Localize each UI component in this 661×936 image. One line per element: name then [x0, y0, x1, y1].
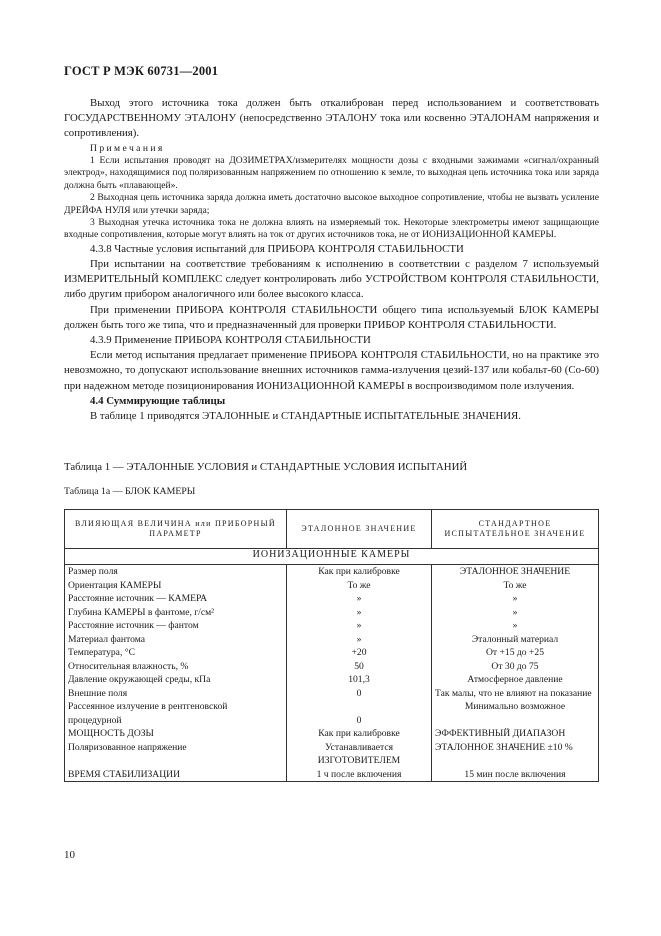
table-row: Температура, °С +20 От +15 до +25 [65, 646, 599, 660]
section-4-4: 4.4 Суммирующие таблицы [90, 394, 226, 407]
table-1-caption: Таблица 1 — ЭТАЛОННЫЕ УСЛОВИЯ и СТАНДАРТНЫЕ УСЛОВИЯ ИСПЫТАНИЙ [64, 461, 468, 473]
paragraph: При применении ПРИБОРА КОНТРОЛЯ СТАБИЛЬНОСТИ общего типа используемый БЛОК КАМЕРЫ должен быть того же типа, что и предназначенный для проверки ПРИБОР КОНТРОЛЯ СТАБИЛЬНОСТИ. [64, 303, 599, 331]
col-header-quantity: ВЛИЯЮЩАЯ ВЕЛИЧИНА или ПРИБОРНЫЙ ПАРАМЕТР [65, 510, 287, 549]
page-number: 10 [64, 849, 75, 861]
table-section-title: ИОНИЗАЦИОННЫЕ КАМЕРЫ [65, 549, 599, 565]
note-1: 1 Если испытания проводят на ДОЗИМЕТРАХ/измерителях мощности дозы с входными зажимами «сигнал/охранный электрод», находящимися под поляризованным напряжением по отношению к земле, то выходная цепь источника тока или заряда должна быть «плавающей». [64, 155, 599, 191]
note-3: 3 Выходная утечка источника тока не должна влиять на измеряемый ток. Некоторые электрометры имеют защищающие входные сопротивления, которые могут влиять на ток от других источников тока, не от ИОНИЗАЦИОННОЙ КАМЕРЫ. [64, 217, 599, 241]
notes-heading: Примечания [90, 142, 165, 154]
table-row: ВРЕМЯ СТАБИЛИЗАЦИИ 1 ч после включения 15 мин после включения [65, 768, 599, 782]
table-row: Расстояние источник — КАМЕРА » » [65, 592, 599, 606]
paragraph: Если метод испытания предлагает применение ПРИБОРА КОНТРОЛЯ СТАБИЛЬНОСТИ, но на практике это невозможно, то допускают использование внешних источников гамма-излучения цезий-137 или кобальт-60 (Со-60) при надежном методе позиционирования ИОНИЗАЦИОННОЙ КАМЕРЫ в воспроизводимом поле излучения. [64, 349, 599, 392]
table-row: Расстояние источник — фантом » » [65, 619, 599, 633]
table-row: Давление окружающей среды, кПа 101,3 Атмосферное давление [65, 673, 599, 687]
table-row: Ориентация КАМЕРЫ То же То же [65, 579, 599, 593]
note-2: 2 Выходная цепь источника заряда должна иметь достаточно высокое выходное сопротивление, чтобы не вызвать усиление ДРЕЙФА НУЛЯ или утечки заряда; [64, 192, 599, 216]
paragraph: Выход этого источника тока должен быть откалиброван перед использованием и соответствовать ГОСУДАРСТВЕННОМУ ЭТАЛОНУ (непосредственно ЭТАЛОНУ тока или косвенно ЭТАЛОНАМ напряжения и сопротивления). [64, 97, 599, 140]
table-row: Размер поля Как при калибровке ЭТАЛОННОЕ ЗНАЧЕНИЕ [65, 565, 599, 579]
col-header-reference: ЭТАЛОННОЕ ЗНАЧЕНИЕ [287, 510, 432, 549]
table-row: Поляризованное напряжение Устанавливается ИЗГОТОВИТЕЛЕМ ЭТАЛОННОЕ ЗНАЧЕНИЕ ±10 % [65, 741, 599, 768]
section-4-3-8: 4.3.8 Частные условия испытаний для ПРИБОРА КОНТРОЛЯ СТАБИЛЬНОСТИ [90, 242, 464, 255]
body-text [64, 96, 599, 424]
table-row: Глубина КАМЕРЫ в фантоме, г/см² » » [65, 606, 599, 620]
page-header: ГОСТ Р МЭК 60731—2001 [64, 64, 219, 78]
paragraph: При испытании на соответствие требованиям к исполнению в соответствии с разделом 7 используемый ИЗМЕРИТЕЛЬНЫЙ КОМПЛЕКС следует контролировать либо УСТРОЙСТВОМ КОНТРОЛЯ СТАБИЛЬНОСТИ, либо другим прибором аналогичного или более высокого класса. [64, 258, 599, 301]
table-1a-caption: Таблица 1а — БЛОК КАМЕРЫ [64, 486, 196, 497]
table-row: МОЩНОСТЬ ДОЗЫ Как при калибровке ЭФФЕКТИВНЫЙ ДИАПАЗОН [65, 727, 599, 741]
chamber-table [64, 509, 599, 782]
section-4-3-9: 4.3.9 Применение ПРИБОРА КОНТРОЛЯ СТАБИЛЬНОСТИ [90, 334, 371, 347]
paragraph: В таблице 1 приводятся ЭТАЛОННЫЕ и СТАНДАРТНЫЕ ИСПЫТАТЕЛЬНЫЕ ЗНАЧЕНИЯ. [90, 410, 521, 423]
table-row: Внешние поля 0 Так малы, что не влияют на показание [65, 687, 599, 701]
table-row: Рассеянное излучение в рентгеновской процедурной 0 Минимально возможное [65, 700, 599, 727]
col-header-standard: СТАНДАРТНОЕ ИСПЫТАТЕЛЬНОЕ ЗНАЧЕНИЕ [432, 510, 599, 549]
table-row: Относительная влажность, % 50 От 30 до 75 [65, 660, 599, 674]
table-row: Материал фантома » Эталонный материал [65, 633, 599, 647]
